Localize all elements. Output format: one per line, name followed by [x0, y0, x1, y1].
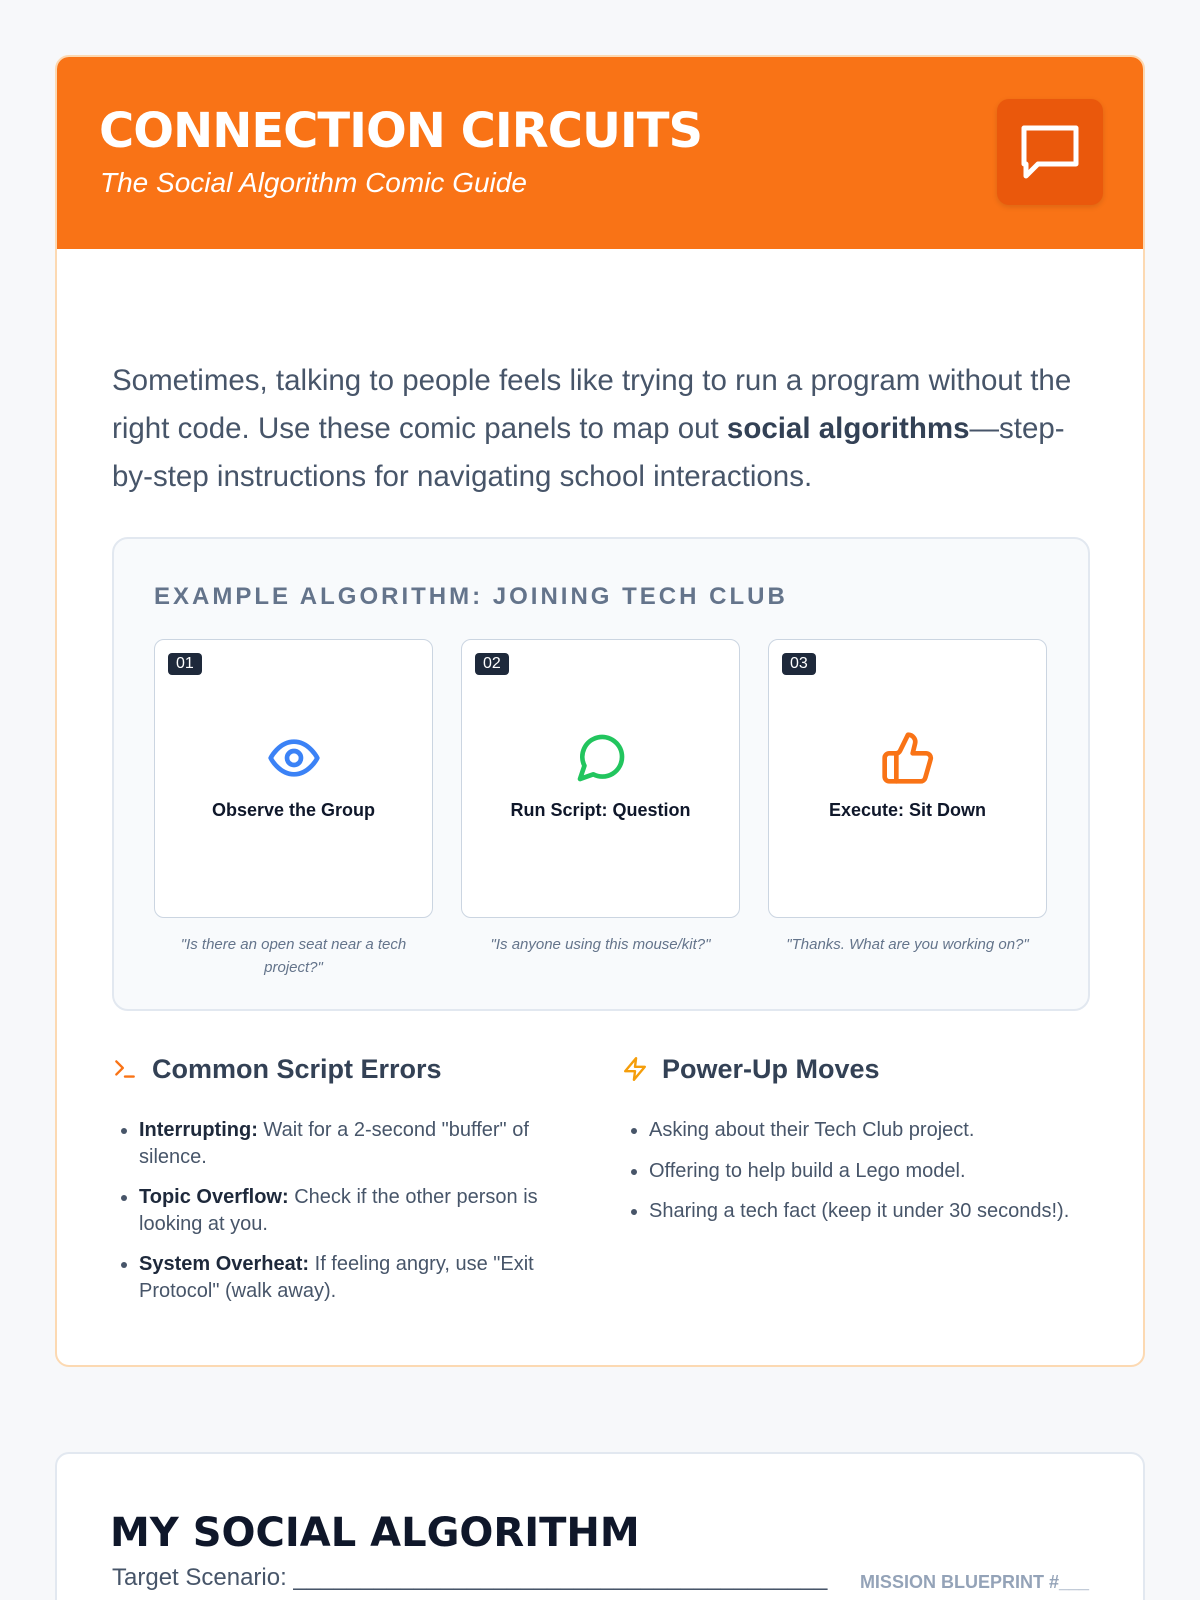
list-item: • Sharing a tech fact (keep it under 30 seconds!). [649, 1198, 1092, 1225]
panel-label: Execute: Sit Down [828, 800, 987, 820]
list-item: • Offering to help build a Lego model. [649, 1158, 1092, 1185]
message-circle-icon [573, 730, 629, 786]
comic-panel-2 [461, 639, 740, 918]
panel-caption: "Thanks. What are you working on?" [786, 936, 1029, 953]
section-heading: Common Script Errors [112, 1049, 582, 1089]
list-item: • System Overheat: If feeling angry, use "Exit Protocol" (walk away). [139, 1251, 582, 1304]
list-item: • Interrupting: Wait for a 2-second "buffer" of silence. [139, 1117, 582, 1170]
intro-paragraph: Sometimes, talking to people feels like trying to run a program without the right code. Use these comic panels to map out social algorithms—step-by-step instructions for navigating school interactions. [112, 364, 1072, 493]
panel-number: 02 [475, 653, 509, 675]
page-subtitle: The Social Algorithm Comic Guide [100, 167, 527, 198]
power-up-section [622, 1049, 1092, 1239]
panel-label: Run Script: Question [510, 800, 691, 820]
list-item: • Topic Overflow: Check if the other person is looking at you. [139, 1184, 582, 1237]
thumbs-up-icon [880, 730, 936, 786]
comic-panel-1 [154, 639, 433, 918]
panel-number: 03 [782, 653, 816, 675]
script-errors-section [112, 1049, 582, 1318]
target-scenario-field: Target Scenario: ________________________________________ [112, 1564, 828, 1591]
panel-label: Observe the Group [211, 800, 376, 820]
panel-number: 01 [168, 653, 202, 675]
example-algorithm [112, 537, 1090, 1011]
panel-caption: "Is anyone using this mouse/kit?" [490, 936, 711, 953]
guide-header [57, 57, 1143, 249]
example-heading: EXAMPLE ALGORITHM: JOINING TECH CLUB [154, 583, 788, 610]
list-item: • Asking about their Tech Club project. [649, 1117, 1092, 1144]
lightning-icon [622, 1056, 648, 1082]
errors-list [112, 1117, 582, 1304]
section-heading: Power-Up Moves [622, 1049, 1092, 1089]
guide-card [55, 55, 1145, 1367]
panel-caption: "Is there an open seat near a tech project?" [180, 936, 407, 976]
mission-blueprint-label: MISSION BLUEPRINT #___ [859, 1572, 1089, 1592]
powerups-list [622, 1117, 1092, 1225]
eye-icon [266, 730, 322, 786]
page-title: CONNECTION CIRCUITS [99, 103, 703, 159]
comic-panel-3 [768, 639, 1047, 918]
terminal-icon [112, 1056, 138, 1082]
chat-bubble-icon [997, 99, 1103, 205]
worksheet-title: MY SOCIAL ALGORITHM [110, 1510, 640, 1556]
worksheet-card [55, 1452, 1145, 1600]
